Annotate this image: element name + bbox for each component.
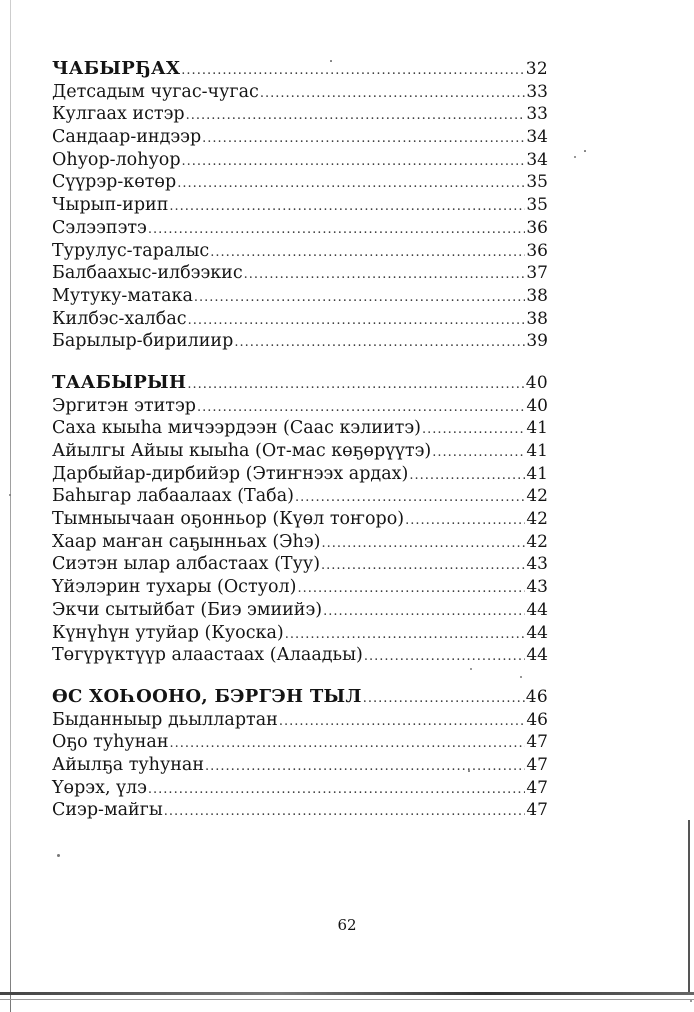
scan-speck xyxy=(468,770,470,772)
dot-leader xyxy=(297,578,525,601)
toc-entry-title: Тымныычаан оҕонньор (Күөл тоҥоро) xyxy=(52,509,405,530)
toc-entry xyxy=(52,81,548,104)
toc-page-number: 39 xyxy=(526,331,548,352)
toc-entry xyxy=(52,285,548,308)
page-edge-left xyxy=(10,0,11,1012)
toc-entry xyxy=(52,463,548,486)
dot-leader xyxy=(405,510,525,533)
scan-speck xyxy=(690,1000,692,1002)
toc-page-number: 40 xyxy=(526,395,548,416)
toc-section xyxy=(52,372,548,667)
toc-entry xyxy=(52,485,548,508)
toc-entry-title: Кулгаах истэр xyxy=(52,104,185,125)
toc-entry-title: Айылҕа туһунан xyxy=(52,754,205,775)
dot-leader xyxy=(260,83,526,106)
scan-speck xyxy=(330,60,332,62)
toc-section-heading xyxy=(52,58,548,81)
toc-entry xyxy=(52,622,548,645)
toc-entry xyxy=(52,194,548,217)
toc-entry-title: Сандаар-индээр xyxy=(52,127,202,148)
dot-leader xyxy=(210,242,525,265)
toc-entry xyxy=(52,308,548,331)
toc-entry xyxy=(52,599,548,622)
toc-entry-title: Күнүһүн утуйар (Куоска) xyxy=(52,622,284,643)
toc-page-number: 43 xyxy=(526,554,548,575)
toc-entry-title: Быданныыр дьыллартан xyxy=(52,709,278,730)
toc-page-number: 38 xyxy=(526,285,548,306)
toc-page-number: 36 xyxy=(526,240,548,261)
toc-entry xyxy=(52,171,548,194)
toc-entry-title: Оһуор-лоһуор xyxy=(52,149,181,170)
page-edge-bottom-line xyxy=(0,999,694,1000)
page-number: 62 xyxy=(337,916,357,934)
toc-entry-title: Үйэлэрин тухары (Остуол) xyxy=(52,577,297,598)
toc-entry xyxy=(52,553,548,576)
toc-entry xyxy=(52,644,548,667)
scan-speck xyxy=(57,854,60,857)
dot-leader xyxy=(181,60,524,83)
toc-entry-title: Турулус-таралыс xyxy=(52,240,210,261)
toc-entry-title: Саха кыыһа мичээрдээн (Саас кэлиитэ) xyxy=(52,418,421,439)
toc-entry xyxy=(52,395,548,418)
toc-page-number: 33 xyxy=(526,81,548,102)
dot-leader xyxy=(202,128,525,151)
dot-leader xyxy=(148,219,526,242)
toc-entry-title: Сүүрэр-көтөр xyxy=(52,172,177,193)
scan-speck xyxy=(470,668,472,670)
toc-page-number: 41 xyxy=(526,418,548,439)
dot-leader xyxy=(205,756,525,779)
toc-entry xyxy=(52,799,548,822)
toc-heading-title: ЧАБЫРҔАХ xyxy=(52,58,181,79)
toc-page-number: 44 xyxy=(526,645,548,666)
dot-leader xyxy=(321,555,525,578)
toc-entry-title: Үөрэх, үлэ xyxy=(52,777,147,798)
toc-entry-title: Хаар маҥан саҕынньах (Эһэ) xyxy=(52,531,321,552)
toc-entry xyxy=(52,330,548,353)
toc-page-number: 40 xyxy=(525,372,548,393)
toc-entry-title: Сиэтэн ылар албастаах (Туу) xyxy=(52,554,321,575)
toc-entry-title: Детсадым чугас-чугас xyxy=(52,81,259,102)
toc-page-number: 41 xyxy=(526,441,548,461)
dot-leader xyxy=(177,173,525,196)
toc-page-number: 34 xyxy=(526,127,548,148)
toc-entry xyxy=(52,754,548,777)
toc-page-number: 37 xyxy=(526,263,548,284)
toc-entry xyxy=(52,576,548,599)
toc-entry xyxy=(52,417,548,440)
table-of-contents xyxy=(52,58,548,841)
toc-page-number: 47 xyxy=(526,754,548,775)
toc-entry-title: Айылгы Айыы кыыһа (От-мас көҕөрүүтэ) xyxy=(52,441,432,461)
toc-entry xyxy=(52,103,548,126)
toc-page-number: 47 xyxy=(526,777,548,798)
toc-page-number: 36 xyxy=(526,217,548,238)
toc-entry xyxy=(52,508,548,531)
scan-speck xyxy=(574,156,576,158)
toc-entry-title: Балбаахыс-илбээкис xyxy=(52,263,243,284)
toc-page-number: 46 xyxy=(526,709,548,730)
toc-entry xyxy=(52,217,548,240)
dot-leader xyxy=(363,688,525,711)
toc-entry-title: Мутуку-матака xyxy=(52,285,193,306)
toc-entry-title: Килбэс-халбас xyxy=(52,308,187,329)
dot-leader xyxy=(244,264,526,287)
toc-section xyxy=(52,58,548,353)
toc-entry-title: Сиэр-майгы xyxy=(52,800,163,821)
toc-page-number: 32 xyxy=(525,59,548,79)
toc-entry xyxy=(52,531,548,554)
toc-entry-title: Сэлээпэтэ xyxy=(52,217,147,238)
toc-entry-title: Баһыгар лабаалаах (Таба) xyxy=(52,486,294,507)
dot-leader xyxy=(422,419,525,442)
toc-entry-title: Оҕо туһунан xyxy=(52,732,169,753)
toc-page-number: 42 xyxy=(526,531,548,552)
toc-page-number: 42 xyxy=(526,509,548,530)
toc-section-heading xyxy=(52,372,548,395)
dot-leader xyxy=(285,624,526,647)
toc-page-number: 34 xyxy=(526,149,548,170)
toc-entry xyxy=(52,709,548,732)
toc-page-number: 38 xyxy=(526,308,548,329)
dot-leader xyxy=(170,733,526,756)
dot-leader xyxy=(295,487,525,510)
toc-page-number: 47 xyxy=(526,732,548,753)
dot-leader xyxy=(323,601,525,624)
toc-entry xyxy=(52,777,548,800)
toc-entry-title: Дарбыйар-дирбийэр (Этиҥнээх ардах) xyxy=(52,463,409,484)
toc-entry-title: Чырып-ирип xyxy=(52,195,169,216)
page-edge-right xyxy=(688,820,690,995)
dot-leader xyxy=(169,196,525,219)
toc-heading-title: ТААБЫРЫН xyxy=(52,371,187,393)
toc-entry-title: Экчи сытыйбат (Биэ эмиийэ) xyxy=(52,599,323,620)
toc-section xyxy=(52,686,548,822)
dot-leader xyxy=(432,442,525,465)
scan-speck xyxy=(584,150,586,152)
toc-page-number: 33 xyxy=(526,104,548,125)
scan-speck xyxy=(520,676,522,678)
toc-entry xyxy=(52,240,548,263)
toc-entry xyxy=(52,731,548,754)
toc-page-number: 46 xyxy=(525,686,548,707)
dot-leader xyxy=(188,310,526,333)
dot-leader xyxy=(148,779,525,802)
dot-leader xyxy=(187,374,524,397)
dot-leader xyxy=(321,533,525,556)
dot-leader xyxy=(234,332,525,355)
toc-entry-title: Төгүрүктүүр алаастаах (Алаадьы) xyxy=(52,645,363,666)
toc-entry-title: Эргитэн этитэр xyxy=(52,395,196,416)
toc-page-number: 44 xyxy=(526,622,548,643)
toc-entry xyxy=(52,149,548,172)
toc-entry xyxy=(52,440,548,463)
toc-entry xyxy=(52,262,548,285)
toc-page-number: 35 xyxy=(526,195,548,216)
dot-leader xyxy=(279,711,526,734)
dot-leader xyxy=(197,397,525,420)
dot-leader xyxy=(194,287,525,310)
dot-leader xyxy=(182,151,526,174)
toc-page-number: 47 xyxy=(526,800,548,821)
dot-leader xyxy=(186,105,526,128)
toc-entry-title: Барылыр-бирилиир xyxy=(52,331,234,352)
dot-leader xyxy=(409,465,525,488)
toc-page-number: 43 xyxy=(526,577,548,598)
dot-leader xyxy=(164,801,526,824)
toc-heading-title: ӨС ХОҺООНО, БЭРГЭН ТЫЛ xyxy=(52,685,362,707)
scan-speck xyxy=(9,494,11,496)
toc-entry xyxy=(52,126,548,149)
toc-page-number: 41 xyxy=(526,463,548,484)
toc-page-number: 42 xyxy=(526,486,548,507)
toc-page-number: 44 xyxy=(526,599,548,620)
page-edge-bottom xyxy=(0,992,694,995)
toc-page-number: 35 xyxy=(526,172,548,193)
toc-section-heading xyxy=(52,686,548,709)
dot-leader xyxy=(364,646,526,669)
